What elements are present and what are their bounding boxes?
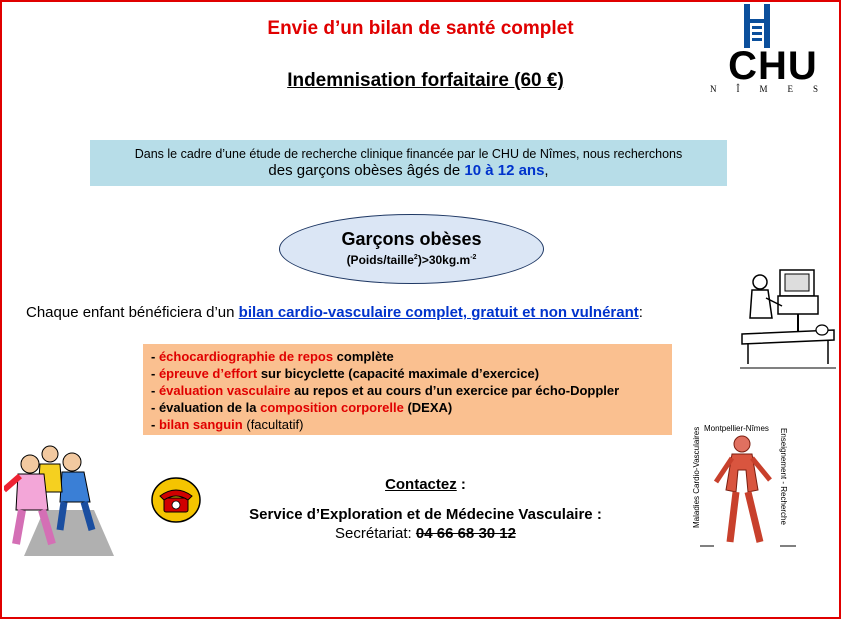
exam-prefix: - (151, 349, 159, 364)
benefit-text: Chaque enfant bénéficiera d’un (26, 304, 239, 321)
secretariat-number: 04 66 68 30 12 (415, 525, 516, 542)
telephone-icon (150, 476, 202, 524)
exam-prefix: - (151, 417, 159, 432)
exam-highlight: échocardiographie de repos (158, 349, 334, 364)
secretariat-label: Secrétariat: (335, 525, 416, 542)
page-subtitle: Indemnisation forfaitaire (60 €) (287, 70, 564, 91)
contact-heading: Contactez (385, 476, 457, 493)
formula-part-b: )>30kg.m (417, 253, 471, 267)
page-title: Envie d’un bilan de santé complet (267, 18, 574, 39)
criteria-formula (280, 250, 543, 268)
criteria-ellipse (279, 214, 544, 284)
chu-logo (706, 4, 840, 96)
exam-item (151, 382, 672, 399)
intro-box (90, 140, 727, 186)
echography-illustration (738, 268, 838, 372)
exam-item (151, 348, 672, 365)
intro-line-2 (90, 162, 727, 180)
benefit-link[interactable]: bilan cardio-vasculaire complet, gratuit et non vulnérant (238, 304, 639, 321)
formula-part-a: (Poids/taille (346, 253, 414, 267)
exam-highlight: épreuve d’effort (158, 366, 258, 381)
label-top: Montpellier-Nîmes (704, 424, 769, 433)
exam-highlight: composition corporelle (260, 400, 404, 415)
vertical-label-left: Maladies Cardio-Vasculaires (692, 426, 701, 528)
exam-prefix: - (151, 366, 159, 381)
formula-sup-2: -2 (470, 254, 477, 261)
exam-highlight: évaluation vasculaire (158, 383, 291, 398)
intro-text: des garçons obèses âgés de (268, 162, 465, 179)
exam-rest: (DEXA) (403, 400, 453, 415)
exam-highlight: bilan sanguin (158, 417, 243, 432)
exam-item (151, 365, 672, 382)
criteria-title: Garçons obèses (341, 229, 482, 249)
exams-box (143, 344, 672, 435)
exam-prefix: - (151, 383, 159, 398)
exam-item (151, 416, 672, 433)
exam-rest: au repos et au cours d’un exercice par écho-Doppler (290, 383, 620, 398)
contact-colon: : (456, 476, 466, 493)
chu-logo-word: CHU (728, 44, 818, 88)
intro-line-1: Dans le cadre d’une étude de recherche clinique financée par le CHU de Nîmes, nous recherchons (134, 147, 683, 161)
exam-prefix: - évaluation de la (151, 400, 261, 415)
vertical-label-right: Enseignement - Recherche (779, 428, 788, 525)
formula-sup: 2 (413, 254, 418, 261)
chu-logo-city: NÎMES (710, 84, 839, 94)
benefit-end: : (638, 304, 643, 321)
exam-rest: complète (333, 349, 394, 364)
age-range: 10 à 12 ans (464, 162, 545, 179)
intro-end: , (544, 162, 549, 179)
running-children-illustration (4, 440, 116, 558)
exam-rest: sur bicyclette (capacité maximale d’exercice) (257, 366, 540, 381)
exam-optional: (facultatif) (242, 417, 304, 432)
benefit-sentence (26, 304, 716, 321)
exam-item (151, 399, 672, 416)
service-name: Service d’Exploration et de Médecine Vasculaire : (249, 506, 602, 523)
